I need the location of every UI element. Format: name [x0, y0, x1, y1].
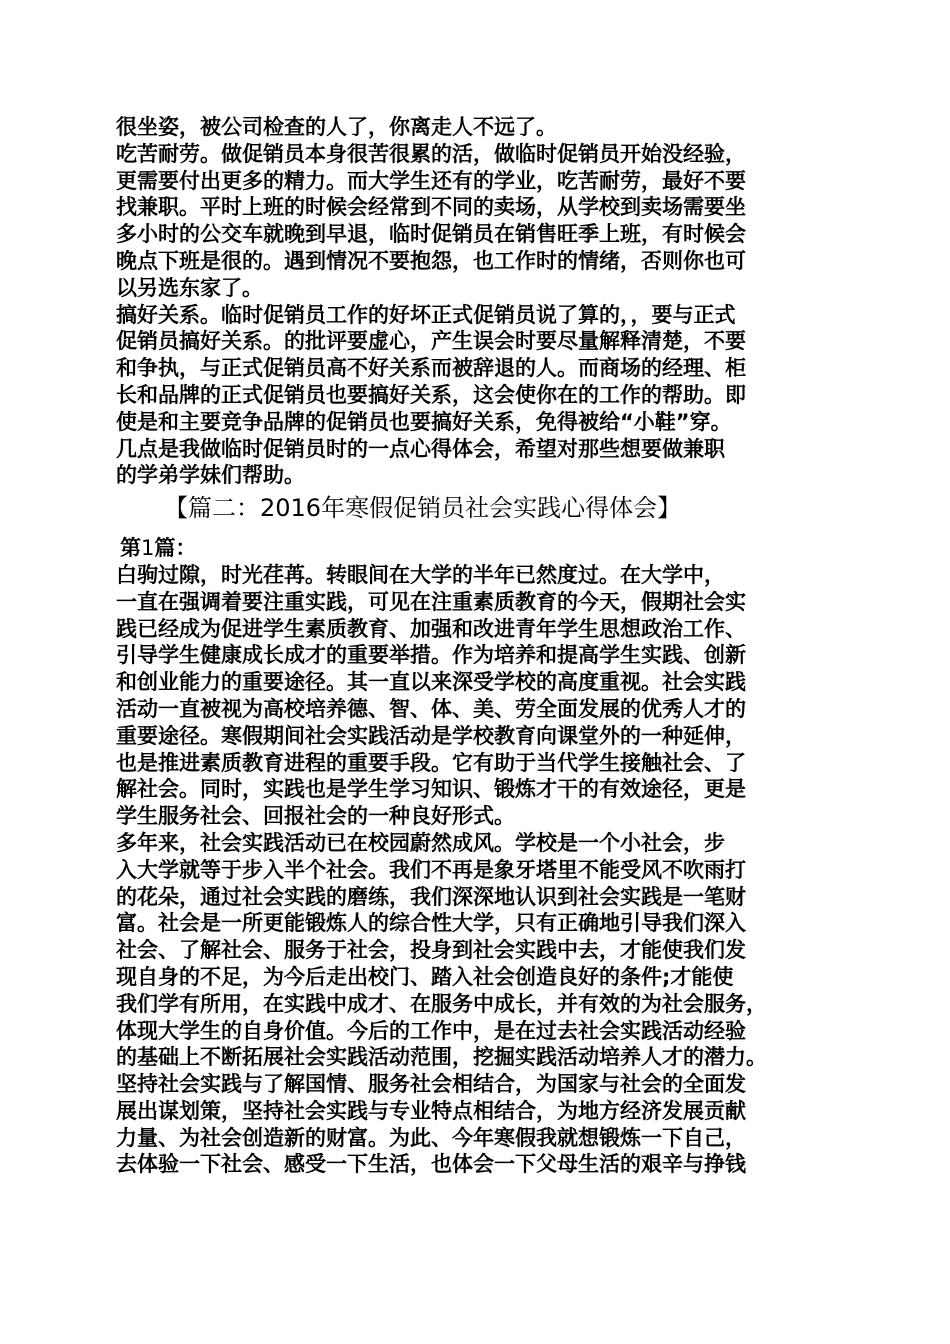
text-line: 坚持社会实践与了解国情、服务社会相结合，为国家与社会的全面发 [116, 1072, 746, 1097]
text-line: 体现大学生的自身价值。今后的工作中，是在过去社会实践活动经验 [116, 1018, 746, 1043]
text-line: 几点是我做临时促销员时的一点心得体会，希望对那些想要做兼职 [116, 436, 725, 461]
text-line: 富。社会是一所更能锻炼人的综合性大学，只有正确地引导我们深入 [116, 911, 746, 936]
text-line: 很坐姿，被公司检查的人了，你离走人不远了。 [116, 115, 557, 139]
text-line: 和争执，与正式促销员高不好关系而被辞退的人。而商场的经理、柜 [116, 356, 746, 381]
text-line: 多年来，社会实践活动已在校园蔚然成风。学校是一个小社会，步 [116, 830, 725, 855]
text-line: 促销员搞好关系。的批评要虚心，产生误会时要尽量解释清楚，不要 [116, 329, 746, 354]
text-line: 入大学就等于步入半个社会。我们不再是象牙塔里不能受风不吹雨打 [116, 857, 746, 882]
text-line: 找兼职。平时上班的时候会经常到不同的卖场，从学校到卖场需要坐 [116, 195, 746, 220]
text-line: 白驹过隙，时光荏苒。转眼间在大学的半年已然度过。在大学中， [116, 562, 725, 587]
text-line: 和创业能力的重要途径。其一直以来深受学校的高度重视。社会实践 [116, 670, 746, 695]
text-line: 展出谋划策，坚持社会实践与专业特点相结合，为地方经济发展贡献 [116, 1098, 746, 1123]
text-line: 多小时的公交车就晚到早退，临时促销员在销售旺季上班，有时候会 [116, 222, 746, 247]
chapter-label-suffix: 篇： [154, 536, 197, 561]
text-line: 更需要付出更多的精力。而大学生还有的学业，吃苦耐劳，最好不要 [116, 168, 746, 193]
text-line: 的基础上不断拓展社会实践活动范围，挖掘实践活动培养人才的潜力。 [116, 1045, 767, 1070]
text-line: 的学弟学妹们帮助。 [116, 463, 305, 488]
text-line: 也是推进素质教育进程的重要手段。它有助于当代学生接触社会、了 [116, 750, 746, 775]
text-line: 我们学有所用，在实践中成才、在服务中成长，并有效的为社会服务， [116, 991, 767, 1016]
chapter-label-number: 1 [141, 536, 155, 561]
text-line: 的花朵，通过社会实践的磨练，我们深深地认识到社会实践是一笔财 [116, 884, 746, 909]
text-line: 以另选东家了。 [116, 275, 263, 300]
text-line: 解社会。同时，实践也是学生学习知识、锻炼才干的有效途径，更是 [116, 777, 746, 802]
text-line: 晚点下班是很的。遇到情况不要抱怨，也工作时的情绪，否则你也可 [116, 248, 746, 273]
text-line: 去体验一下社会、感受一下生活，也体会一下父母生活的艰辛与挣钱 [116, 1152, 746, 1177]
text-line: 一直在强调着要注重实践，可见在注重素质教育的今天，假期社会实 [116, 589, 746, 614]
text-line: 活动一直被视为高校培养德、智、体、美、劳全面发展的优秀人才的 [116, 696, 746, 721]
text-line: 力量、为社会创造新的财富。为此、今年寒假我就想锻炼一下自己， [116, 1125, 746, 1150]
section-heading: 【篇二：2016年寒假促销员社会实践心得体会】 [164, 494, 682, 523]
text-line: 践已经成为促进学生素质教育、加强和改进青年学生思想政治工作、 [116, 616, 746, 641]
text-line: 吃苦耐劳。做促销员本身很苦很累的活，做临时促销员开始没经验， [116, 141, 746, 166]
document-page [116, 114, 836, 1178]
text-line: 重要途径。寒假期间社会实践活动是学校教育向课堂外的一种延伸， [116, 723, 746, 748]
text-line: 社会、了解社会、服务于社会，投身到社会实践中去，才能使我们发 [116, 938, 746, 963]
chapter-label [116, 535, 836, 562]
chapter-label-prefix: 第 [120, 536, 141, 561]
text-line: 现自身的不足，为今后走出校门、踏入社会创造良好的条件;才能使 [116, 964, 734, 989]
text-line: 学生服务社会、回报社会的一种良好形式。 [116, 804, 515, 829]
section-1-body [116, 114, 836, 489]
section-2-body [116, 562, 836, 1178]
text-line: 使是和主要竞争品牌的促销员也要搞好关系，免得被给“小鞋”穿。 [116, 409, 732, 434]
text-line: 引导学生健康成长成才的重要举措。作为培养和提高学生实践、创新 [116, 643, 746, 668]
text-line: 搞好关系。临时促销员工作的好坏正式促销员说了算的，，要与正式 [116, 302, 736, 327]
text-line: 长和品牌的正式促销员也要搞好关系，这会使你在的工作的帮助。即 [116, 382, 746, 407]
